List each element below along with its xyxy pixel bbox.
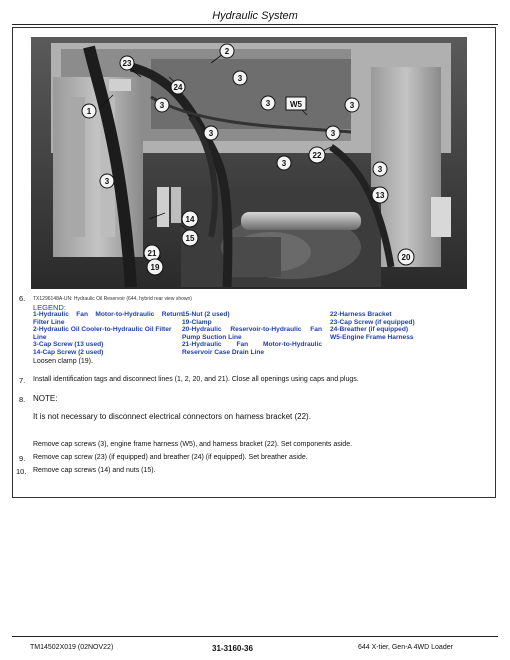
legend-item-21: 21-Hydraulic Fan Motor-to-Hydraulic xyxy=(182,341,322,349)
callout-3 xyxy=(277,156,291,170)
svg-text:1: 1 xyxy=(86,107,92,116)
callout-23 xyxy=(120,56,134,70)
hydraulic-reservoir-figure xyxy=(31,37,467,289)
legend-item-1-cont: Filter Line xyxy=(33,318,65,326)
figure-caption: TX1296148A-UN: Hydraulic Oil Reservoir (644, hybrid rear view shown) xyxy=(33,296,192,302)
callout-3 xyxy=(345,98,359,112)
svg-text:21: 21 xyxy=(147,249,157,258)
svg-text:23: 23 xyxy=(122,59,132,68)
step-7-number: 7. xyxy=(19,376,26,385)
callout-21 xyxy=(398,249,414,265)
svg-text:13: 13 xyxy=(375,191,385,200)
legend-item-24: 24-Breather (if equipped) xyxy=(330,326,409,334)
callout-19 xyxy=(147,259,163,275)
svg-text:3: 3 xyxy=(349,101,355,110)
callout-20 xyxy=(144,245,160,261)
svg-text:14: 14 xyxy=(185,215,195,224)
legend-item-21-cont: Reservoir Case Drain Line xyxy=(182,348,265,356)
svg-text:W5: W5 xyxy=(290,100,302,109)
svg-text:15: 15 xyxy=(185,234,195,243)
callout-2 xyxy=(220,44,234,58)
legend-item-3: 3-Cap Screw (13 used) xyxy=(33,341,104,349)
legend-item-19: 19-Clamp xyxy=(182,318,212,326)
step-9-number: 9. xyxy=(19,454,26,463)
svg-text:20: 20 xyxy=(401,253,411,262)
svg-text:19: 19 xyxy=(150,263,160,272)
svg-text:3: 3 xyxy=(208,129,214,138)
note-label: NOTE: xyxy=(33,394,58,403)
svg-text:3: 3 xyxy=(281,159,287,168)
step-7-text: Install identification tags and disconnect lines (1, 2, 20, and 21). Close all openings using caps and plugs. xyxy=(33,376,359,383)
step-8-text: Remove cap screws (3), engine frame harness (W5), and harness bracket (22). Set components aside. xyxy=(33,441,353,448)
legend-title: LEGEND: xyxy=(33,303,66,312)
harness-w5-label xyxy=(286,97,306,110)
callout-15 xyxy=(182,230,198,246)
callout-14 xyxy=(182,211,198,227)
step-6-instruction: Loosen clamp (19). xyxy=(33,358,93,365)
callout-1 xyxy=(82,104,96,118)
callout-24 xyxy=(171,80,185,94)
svg-text:3: 3 xyxy=(330,129,336,138)
legend-item-1: 1-Hydraulic Fan Motor-to-Hydraulic Return xyxy=(33,311,183,318)
legend-item-23: 23-Cap Screw (if equipped) xyxy=(330,318,415,326)
step-10-text: Remove cap screws (14) and nuts (15). xyxy=(33,467,156,474)
svg-text:3: 3 xyxy=(265,99,271,108)
legend-item-2: 2-Hydraulic Oil Cooler-to-Hydraulic Oil Filter xyxy=(33,326,172,334)
step-10-number: 10. xyxy=(16,467,27,476)
callout-3 xyxy=(326,126,340,140)
page-header-title: Hydraulic System xyxy=(212,10,298,22)
callout-3 xyxy=(233,71,247,85)
footer-model: 644 X-tier, Gen-A 4WD Loader xyxy=(358,644,453,651)
svg-text:24: 24 xyxy=(173,83,183,92)
callout-3 xyxy=(204,126,218,140)
svg-text:3: 3 xyxy=(159,101,165,110)
footer-page-number: 31-3160-36 xyxy=(212,644,253,653)
svg-text:2: 2 xyxy=(224,47,230,56)
svg-text:22: 22 xyxy=(312,151,322,160)
svg-text:3: 3 xyxy=(377,165,383,174)
footer-rule xyxy=(12,636,498,637)
svg-text:3: 3 xyxy=(104,177,110,186)
step-9-text: Remove cap screw (23) (if equipped) and breather (24) (if equipped). Set breather aside. xyxy=(33,454,308,461)
callout-3 xyxy=(100,174,114,188)
legend-column-1 xyxy=(33,311,183,357)
callout-22 xyxy=(309,147,325,163)
legend-item-2-cont: Line xyxy=(33,333,47,341)
legend-item-20: 20-Hydraulic Reservoir-to-Hydraulic Fan xyxy=(182,326,322,334)
callout-3 xyxy=(155,98,169,112)
footer-doc-id: TM14502X019 (02NOV22) xyxy=(30,644,114,651)
step-6-number: 6. xyxy=(19,294,26,303)
legend-item-20-cont: Pump Suction Line xyxy=(182,333,242,341)
callout-3 xyxy=(261,96,275,110)
callout-3 xyxy=(373,162,387,176)
header-rule xyxy=(12,24,498,25)
svg-text:3: 3 xyxy=(237,74,243,83)
callout-13 xyxy=(372,187,388,203)
legend-item-14: 14-Cap Screw (2 used) xyxy=(33,348,104,356)
step-8-number: 8. xyxy=(19,395,26,404)
legend-column-3 xyxy=(330,311,470,341)
note-text: It is not necessary to disconnect electrical connectors on harness bracket (22). xyxy=(33,412,311,421)
legend-item-15: 15-Nut (2 used) xyxy=(182,311,230,318)
legend-item-22: 22-Harness Bracket xyxy=(330,311,392,318)
legend-item-w5: W5-Engine Frame Harness xyxy=(330,333,414,341)
legend-column-2 xyxy=(182,311,322,357)
